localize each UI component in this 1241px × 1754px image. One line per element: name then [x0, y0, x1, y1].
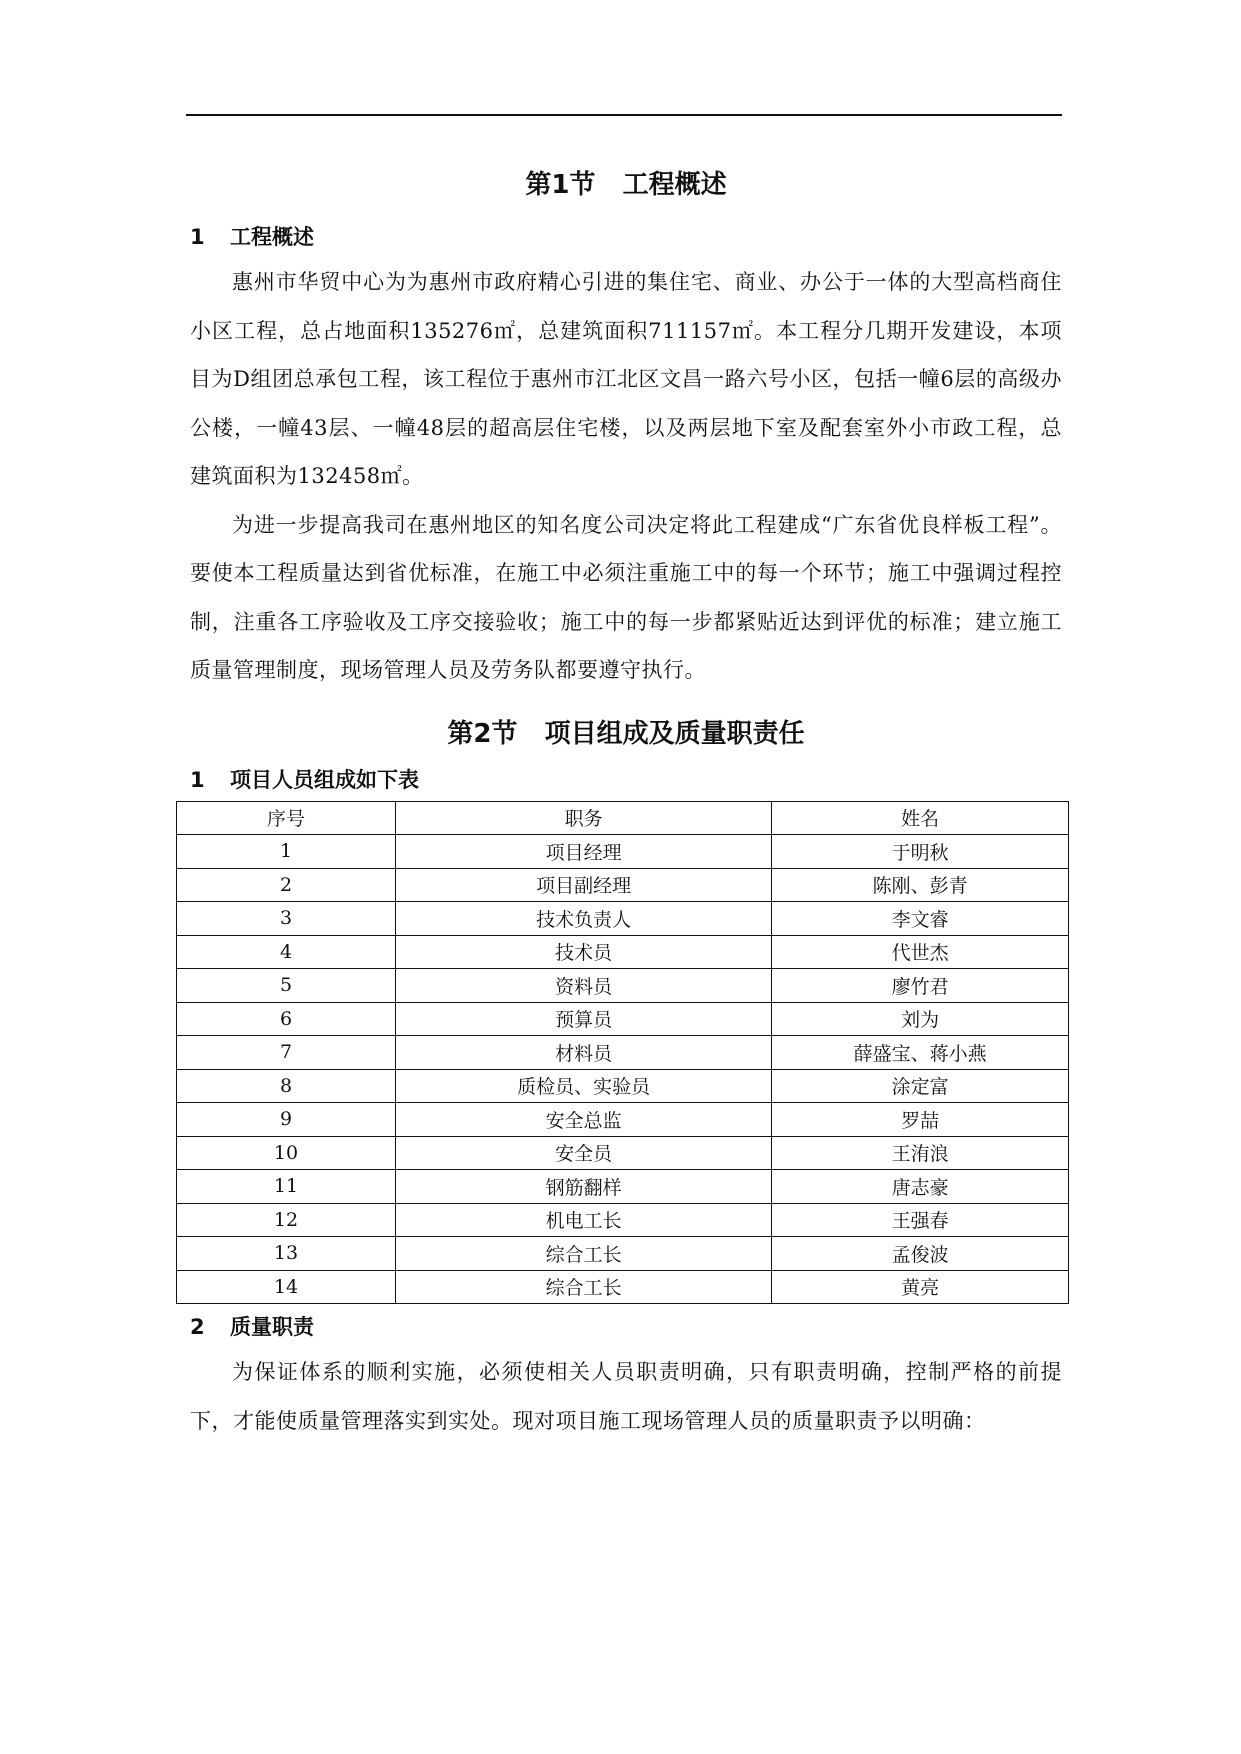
cell-position: 钢筋翻样	[396, 1170, 772, 1204]
cell-position: 技术员	[396, 935, 772, 969]
subsection-title: 工程概述	[230, 225, 314, 249]
section-1-title	[190, 160, 1062, 210]
cell-position: 质检员、实验员	[396, 1069, 772, 1103]
overview-paragraph: 惠州市华贸中心为为惠州市政府精心引进的集住宅、商业、办公于一体的大型高档商住小区工程，总占地面积135276㎡，总建筑面积711157㎡。本工程分几期开发建设，本项目为D组团总承包工程，该工程位于惠州市江北区文昌一路六号小区，包括一幢6层的高级办公楼，一幢43层、一幢48层的超高层住宅楼，以及两层地下室及配套室外小市政工程，总建筑面积为132458㎡。	[190, 270, 1062, 488]
cell-name: 罗喆	[772, 1103, 1069, 1137]
table-row	[177, 1103, 1069, 1137]
section-2-title	[190, 709, 1062, 759]
cell-name: 王洧浪	[772, 1136, 1069, 1170]
cell-position: 技术负责人	[396, 902, 772, 936]
document-body	[190, 160, 1062, 1445]
cell-position: 综合工长	[396, 1270, 772, 1304]
table-row	[177, 1270, 1069, 1304]
cell-position: 综合工长	[396, 1237, 772, 1271]
cell-name: 代世杰	[772, 935, 1069, 969]
cell-index: 2	[177, 868, 396, 902]
table-row	[177, 969, 1069, 1003]
cell-name: 刘为	[772, 1002, 1069, 1036]
cell-index: 5	[177, 969, 396, 1003]
subsection-number: 1	[190, 767, 205, 792]
cell-name: 唐志豪	[772, 1170, 1069, 1204]
cell-index: 7	[177, 1036, 396, 1070]
cell-position: 资料员	[396, 969, 772, 1003]
cell-position: 预算员	[396, 1002, 772, 1036]
cell-name: 廖竹君	[772, 969, 1069, 1003]
table-row	[177, 868, 1069, 902]
subsection-1-1-heading	[190, 216, 1062, 258]
cell-index: 10	[177, 1136, 396, 1170]
cell-index: 6	[177, 1002, 396, 1036]
cell-position: 项目副经理	[396, 868, 772, 902]
cell-index: 8	[177, 1069, 396, 1103]
subsection-number: 1	[190, 225, 205, 249]
header-index: 序号	[177, 801, 396, 835]
cell-position: 安全总监	[396, 1103, 772, 1137]
cell-name: 涂定富	[772, 1069, 1069, 1103]
cell-name: 黄亮	[772, 1270, 1069, 1304]
cell-position: 安全员	[396, 1136, 772, 1170]
subsection-title: 质量职责	[230, 1315, 314, 1339]
table-row	[177, 1036, 1069, 1070]
staff-table	[176, 801, 1069, 1305]
cell-name: 于明秋	[772, 835, 1069, 869]
cell-name: 薛盛宝、蒋小燕	[772, 1036, 1069, 1070]
table-row	[177, 1203, 1069, 1237]
table-row	[177, 1002, 1069, 1036]
cell-name: 王强春	[772, 1203, 1069, 1237]
table-row	[177, 835, 1069, 869]
cell-index: 14	[177, 1270, 396, 1304]
cell-index: 13	[177, 1237, 396, 1271]
subsection-title: 项目人员组成如下表	[230, 767, 419, 792]
cell-name: 陈刚、彭青	[772, 868, 1069, 902]
subsection-2-2-heading	[190, 1306, 1062, 1348]
table-row	[177, 1136, 1069, 1170]
header-position: 职务	[396, 801, 772, 835]
subsection-2-1-heading	[190, 759, 1062, 801]
cell-position: 材料员	[396, 1036, 772, 1070]
table-row	[177, 935, 1069, 969]
table-row	[177, 902, 1069, 936]
staff-table-body	[177, 835, 1069, 1304]
quality-goal-paragraph: 为进一步提高我司在惠州地区的知名度公司决定将此工程建成“广东省优良样板工程”。要使本工程质量达到省优标准，在施工中必须注重施工中的每一个环节；施工中强调过程控制，注重各工序验收及工序交接验收；施工中的每一步都紧贴近达到评优的标准；建立施工质量管理制度，现场管理人员及劳务队都要遵守执行。	[190, 512, 1062, 682]
table-row	[177, 1237, 1069, 1271]
cell-index: 12	[177, 1203, 396, 1237]
table-header-row	[177, 801, 1069, 835]
table-row	[177, 1170, 1069, 1204]
section-2-number: 第2节	[447, 718, 518, 749]
cell-position: 机电工长	[396, 1203, 772, 1237]
cell-index: 3	[177, 902, 396, 936]
cell-index: 1	[177, 835, 396, 869]
section-1-number: 第1节	[525, 170, 596, 200]
section-1-heading: 工程概述	[622, 170, 727, 200]
header-name: 姓名	[772, 801, 1069, 835]
cell-index: 11	[177, 1170, 396, 1204]
cell-name: 李文睿	[772, 902, 1069, 936]
subsection-number: 2	[190, 1315, 205, 1339]
responsibility-paragraph: 为保证体系的顺利实施，必须使相关人员职责明确，只有职责明确，控制严格的前提下，才能使质量管理落实到实处。现对项目施工现场管理人员的质量职责予以明确：	[190, 1360, 1062, 1433]
cell-name: 孟俊波	[772, 1237, 1069, 1271]
cell-position: 项目经理	[396, 835, 772, 869]
section-2-heading: 项目组成及质量职责任	[544, 718, 805, 749]
cell-index: 9	[177, 1103, 396, 1137]
header-rule	[186, 114, 1062, 116]
cell-index: 4	[177, 935, 396, 969]
table-row	[177, 1069, 1069, 1103]
